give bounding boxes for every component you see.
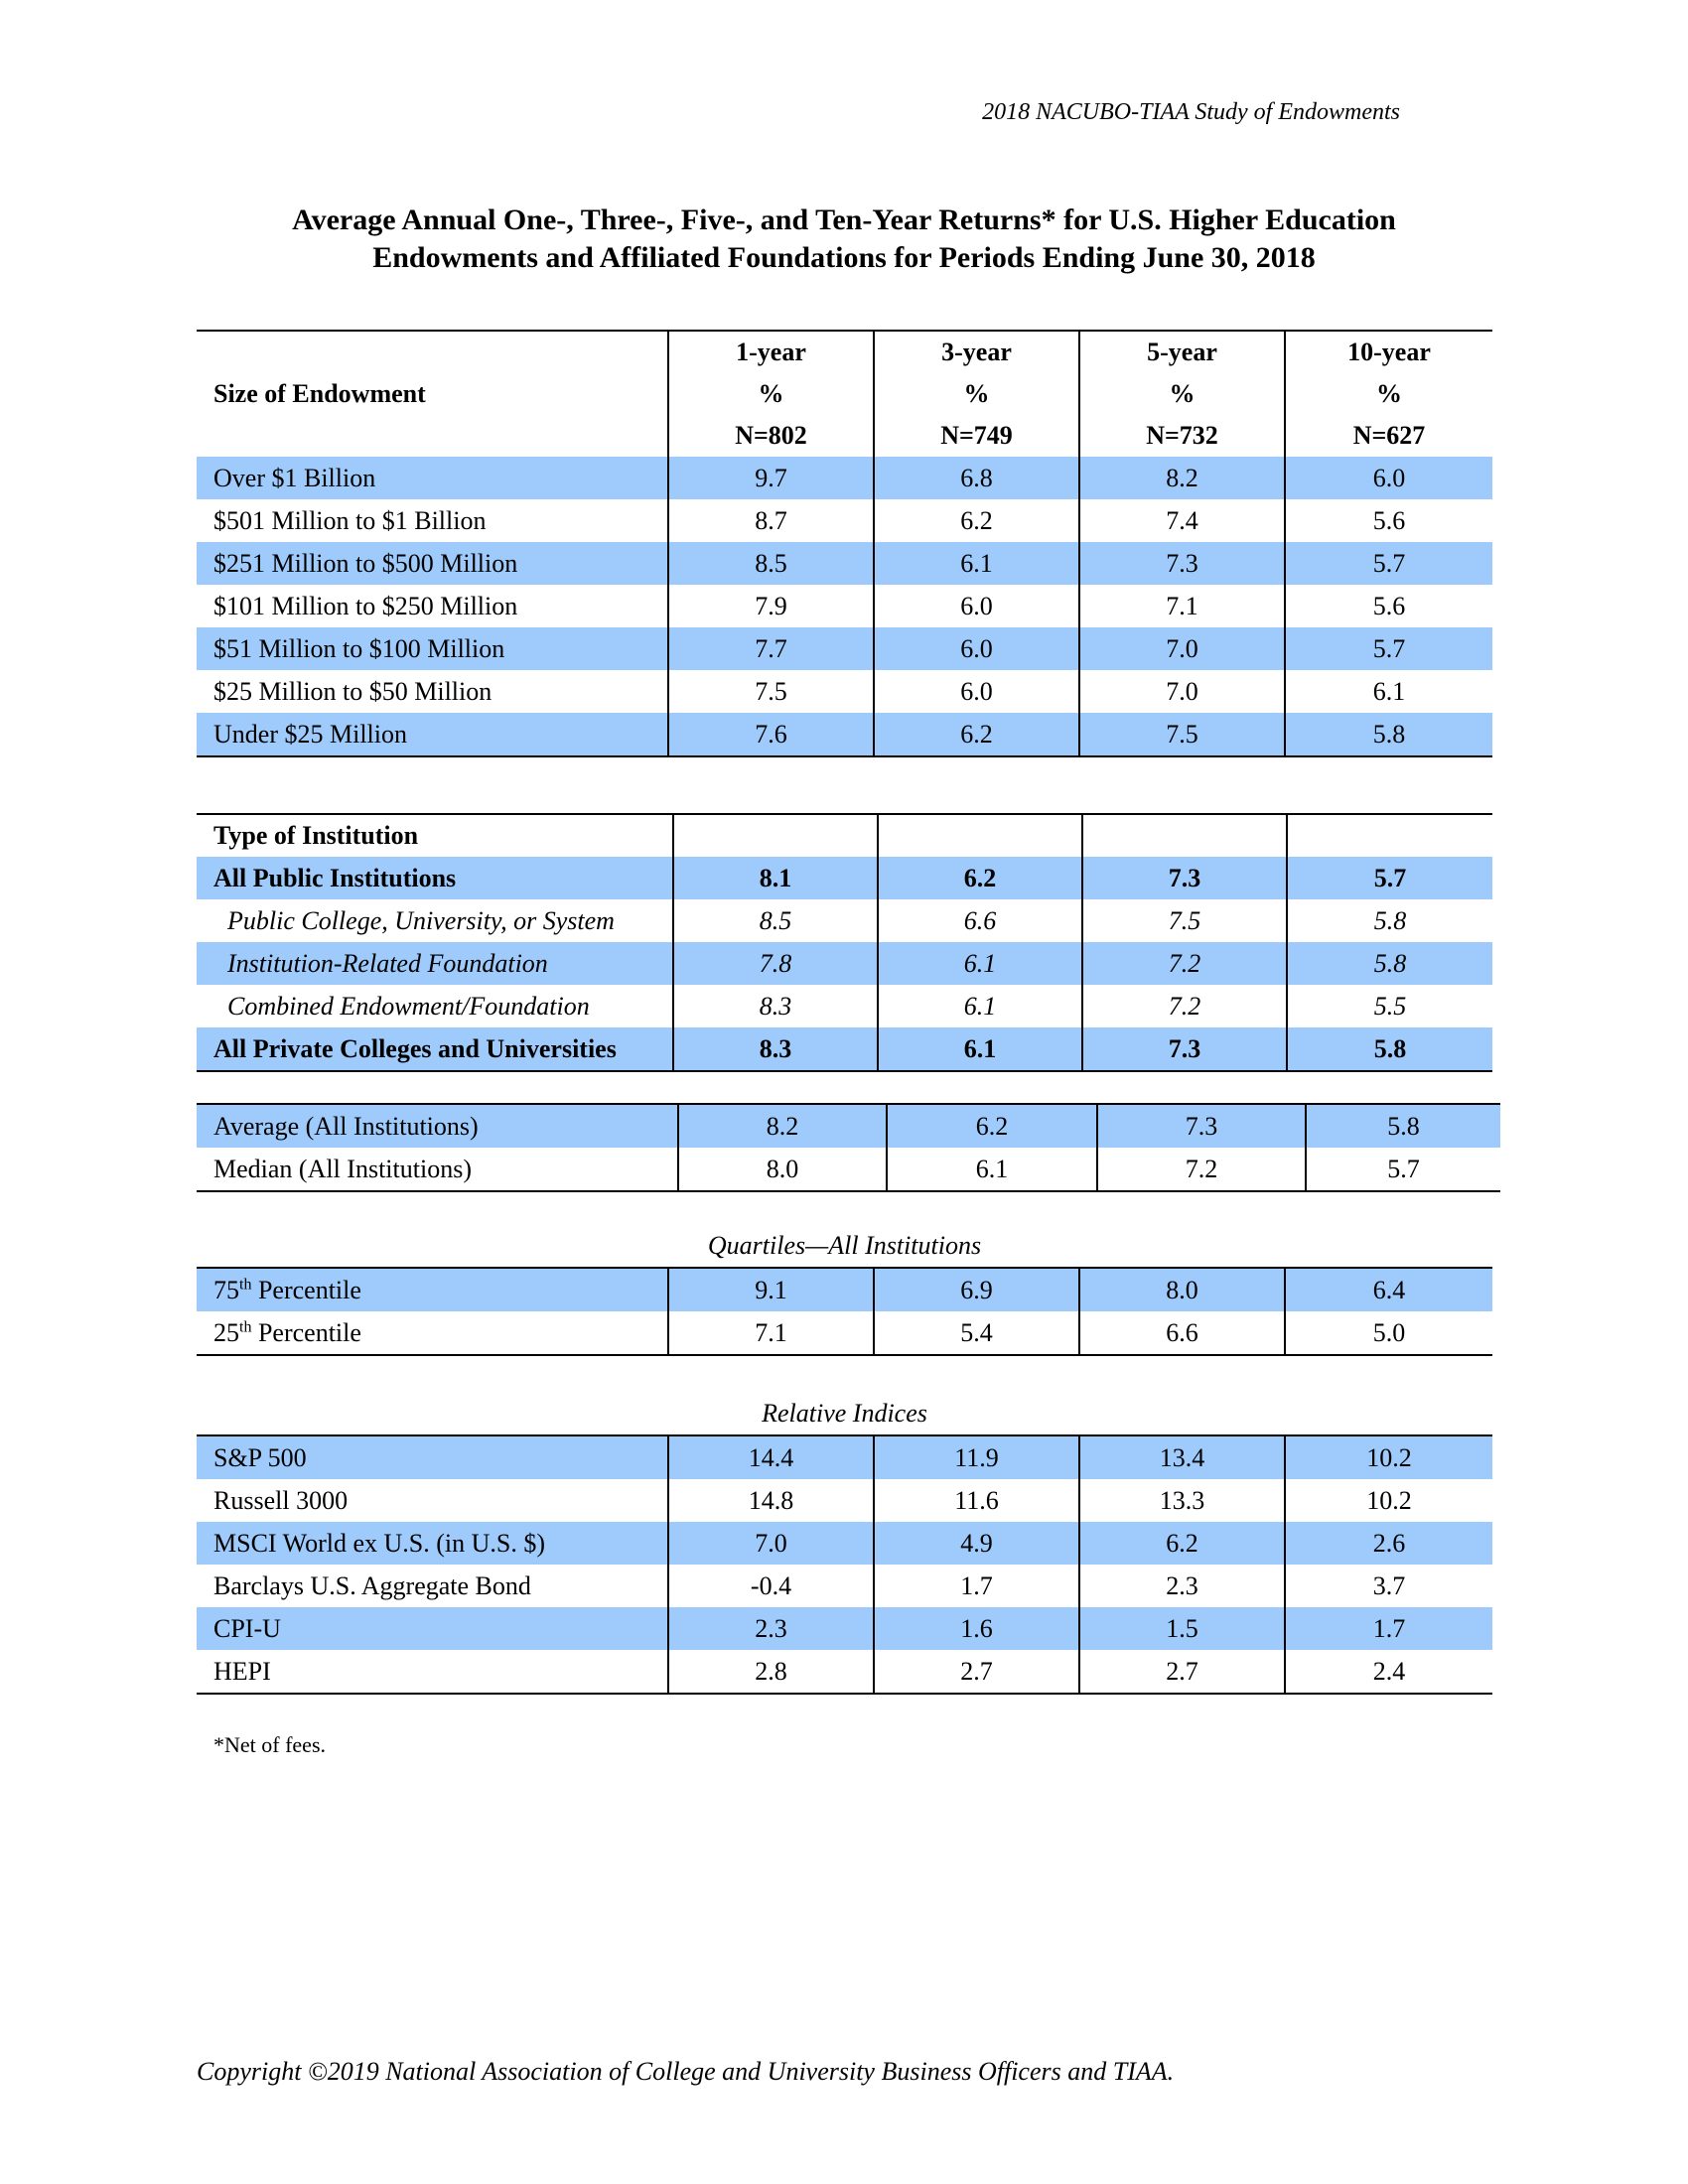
- row-label: [197, 1311, 668, 1355]
- row-label: Median (All Institutions): [213, 1154, 472, 1183]
- value-cell-1-year: 7.9: [668, 585, 874, 627]
- value-cell-1-year: 7.5: [668, 670, 874, 713]
- row-label-superscript: th: [239, 1275, 252, 1293]
- row-label: Combined Endowment/Foundation: [227, 991, 590, 1021]
- row-label: $25 Million to $50 Million: [213, 676, 492, 706]
- value-cell-10-year: 10.2: [1285, 1479, 1492, 1522]
- table-row: [197, 857, 1492, 899]
- value-cell-3-year: 2.7: [874, 1650, 1079, 1694]
- table-row: [197, 1435, 1492, 1479]
- table-row: [197, 1479, 1492, 1522]
- col-n-5-year: N=732: [1079, 415, 1285, 457]
- row-label-superscript: th: [239, 1317, 252, 1335]
- value-cell-1-year: 14.4: [668, 1435, 874, 1479]
- title-line-2: Endowments and Affiliated Foundations for Periods Ending June 30, 2018: [372, 241, 1316, 274]
- value-cell-3-year: 6.6: [878, 899, 1082, 942]
- value-cell-3-year: 6.1: [874, 542, 1079, 585]
- value-cell-3-year: 6.1: [878, 985, 1082, 1027]
- value-cell-3-year: 5.4: [874, 1311, 1079, 1355]
- value-cell-10-year: 5.0: [1285, 1311, 1492, 1355]
- row-label: Over $1 Billion: [197, 457, 668, 499]
- empty-cell: [673, 814, 878, 857]
- value-cell-10-year: 1.7: [1285, 1607, 1492, 1650]
- value-cell-5-year: 8.2: [1079, 457, 1285, 499]
- value-cell-1-year: 7.7: [668, 627, 874, 670]
- size-of-endowment-table: [197, 330, 1492, 757]
- value-cell-10-year: 5.8: [1285, 713, 1492, 756]
- value-cell-1-year: 7.6: [668, 713, 874, 756]
- value-cell-5-year: 2.7: [1079, 1650, 1285, 1694]
- value-cell-10-year: 3.7: [1285, 1565, 1492, 1607]
- value-cell-3-year: 6.1: [878, 942, 1082, 985]
- title-line-1: Average Annual One-, Three-, Five-, and Ten-Year Returns* for U.S. Higher Education: [292, 204, 1396, 236]
- value-cell-10-year: 6.4: [1285, 1268, 1492, 1311]
- value-cell-1-year: 8.3: [673, 1027, 878, 1071]
- row-label: Russell 3000: [213, 1485, 349, 1515]
- empty-cell: [878, 814, 1082, 857]
- empty-cell: [1287, 814, 1492, 857]
- row-label: Institution-Related Foundation: [197, 942, 673, 985]
- table-row: [197, 457, 1492, 499]
- table-row: [197, 713, 1492, 756]
- row-label: Public College, University, or System: [227, 905, 615, 935]
- value-cell-3-year: 6.1: [878, 1027, 1082, 1071]
- value-cell-5-year: 7.3: [1097, 1104, 1306, 1148]
- col-header-3-year: 3-year: [874, 331, 1079, 373]
- value-cell-10-year: 5.8: [1306, 1104, 1500, 1148]
- relative-indices-table: [197, 1434, 1492, 1695]
- value-cell-3-year: 1.6: [874, 1607, 1079, 1650]
- row-label: [197, 1268, 668, 1311]
- value-cell-1-year: 8.0: [678, 1148, 887, 1191]
- row-label: MSCI World ex U.S. (in U.S. $): [197, 1522, 668, 1565]
- value-cell-5-year: 6.6: [1079, 1311, 1285, 1355]
- table-row: [197, 1650, 1492, 1694]
- value-cell-3-year: 11.6: [874, 1479, 1079, 1522]
- value-cell-1-year: 8.5: [668, 542, 874, 585]
- value-cell-10-year: 5.7: [1287, 857, 1492, 899]
- running-header: 2018 NACUBO-TIAA Study of Endowments: [982, 99, 1400, 125]
- table-row: [197, 1104, 1500, 1148]
- value-cell-3-year: 11.9: [874, 1435, 1079, 1479]
- value-cell-5-year: 7.1: [1079, 585, 1285, 627]
- table-row: [197, 1311, 1492, 1355]
- value-cell-5-year: 7.3: [1082, 1027, 1287, 1071]
- value-cell-3-year: 6.8: [874, 457, 1079, 499]
- value-cell-1-year: 7.1: [668, 1311, 874, 1355]
- value-cell-10-year: 2.6: [1285, 1522, 1492, 1565]
- table-row: [197, 1607, 1492, 1650]
- value-cell-5-year: 8.0: [1079, 1268, 1285, 1311]
- row-label: S&P 500: [197, 1435, 668, 1479]
- value-cell-5-year: 7.5: [1079, 713, 1285, 756]
- row-label: All Public Institutions: [197, 857, 673, 899]
- row-label-number: 75: [213, 1275, 239, 1304]
- value-cell-10-year: 5.7: [1306, 1148, 1500, 1191]
- value-cell-10-year: 5.6: [1285, 499, 1492, 542]
- col-n-3-year: N=749: [874, 415, 1079, 457]
- value-cell-5-year: 7.3: [1082, 857, 1287, 899]
- value-cell-1-year: 8.2: [678, 1104, 887, 1148]
- value-cell-1-year: 8.7: [668, 499, 874, 542]
- type-of-institution-label: Type of Institution: [213, 821, 419, 850]
- col-n-1-year: N=802: [668, 415, 874, 457]
- copyright: Copyright ©2019 National Association of College and University Business Officers and TIAA.: [197, 2057, 1175, 2086]
- value-cell-1-year: 8.3: [673, 985, 878, 1027]
- col-header-10-year: 10-year: [1285, 331, 1492, 373]
- header-spacer: [197, 415, 668, 457]
- value-cell-3-year: 6.0: [874, 670, 1079, 713]
- value-cell-10-year: 5.6: [1285, 585, 1492, 627]
- value-cell-10-year: 5.7: [1285, 542, 1492, 585]
- value-cell-5-year: 13.3: [1079, 1479, 1285, 1522]
- row-label: $51 Million to $100 Million: [197, 627, 668, 670]
- value-cell-1-year: 2.8: [668, 1650, 874, 1694]
- value-cell-3-year: 6.2: [887, 1104, 1097, 1148]
- quartiles-table: [197, 1267, 1492, 1356]
- row-label-suffix: Percentile: [251, 1275, 361, 1304]
- value-cell-10-year: 5.8: [1287, 1027, 1492, 1071]
- col-unit-5-year: %: [1079, 373, 1285, 415]
- quartiles-caption: Quartiles—All Institutions: [707, 1231, 982, 1260]
- value-cell-10-year: 2.4: [1285, 1650, 1492, 1694]
- table-row: [197, 670, 1492, 713]
- value-cell-5-year: 7.4: [1079, 499, 1285, 542]
- col-unit-1-year: %: [668, 373, 874, 415]
- value-cell-3-year: 6.1: [887, 1148, 1097, 1191]
- table-row: [197, 1565, 1492, 1607]
- value-cell-1-year: 7.0: [668, 1522, 874, 1565]
- value-cell-3-year: 6.0: [874, 585, 1079, 627]
- value-cell-5-year: 1.5: [1079, 1607, 1285, 1650]
- value-cell-10-year: 5.8: [1287, 942, 1492, 985]
- value-cell-1-year: 9.7: [668, 457, 874, 499]
- row-label: HEPI: [213, 1656, 271, 1686]
- value-cell-5-year: 7.5: [1082, 899, 1287, 942]
- col-header-5-year: 5-year: [1079, 331, 1285, 373]
- value-cell-3-year: 6.2: [878, 857, 1082, 899]
- col-header-1-year: 1-year: [668, 331, 874, 373]
- row-label: Under $25 Million: [197, 713, 668, 756]
- footnote: *Net of fees.: [213, 1732, 327, 1757]
- value-cell-3-year: 6.9: [874, 1268, 1079, 1311]
- value-cell-10-year: 5.8: [1287, 899, 1492, 942]
- row-label: $101 Million to $250 Million: [213, 591, 518, 620]
- row-label: $501 Million to $1 Billion: [213, 505, 487, 535]
- row-label: All Private Colleges and Universities: [197, 1027, 673, 1071]
- table-row: [197, 542, 1492, 585]
- row-label-suffix: Percentile: [251, 1317, 361, 1347]
- table-title: [0, 202, 1688, 277]
- value-cell-3-year: 4.9: [874, 1522, 1079, 1565]
- value-cell-10-year: 5.7: [1285, 627, 1492, 670]
- col-unit-3-year: %: [874, 373, 1079, 415]
- value-cell-3-year: 1.7: [874, 1565, 1079, 1607]
- value-cell-10-year: 6.1: [1285, 670, 1492, 713]
- value-cell-10-year: 5.5: [1287, 985, 1492, 1027]
- value-cell-5-year: 7.2: [1082, 985, 1287, 1027]
- col-unit-10-year: %: [1285, 373, 1492, 415]
- value-cell-5-year: 13.4: [1079, 1435, 1285, 1479]
- value-cell-10-year: 6.0: [1285, 457, 1492, 499]
- row-label: Average (All Institutions): [197, 1104, 678, 1148]
- value-cell-5-year: 7.2: [1082, 942, 1287, 985]
- table-row: [197, 499, 1492, 542]
- table-row: [197, 1148, 1500, 1191]
- value-cell-5-year: 2.3: [1079, 1565, 1285, 1607]
- value-cell-10-year: 10.2: [1285, 1435, 1492, 1479]
- table-row: [197, 1268, 1492, 1311]
- value-cell-5-year: 7.0: [1079, 627, 1285, 670]
- table-row: [197, 899, 1492, 942]
- empty-cell: [1082, 814, 1287, 857]
- row-label-number: 25: [213, 1317, 239, 1347]
- value-cell-1-year: 2.3: [668, 1607, 874, 1650]
- value-cell-5-year: 7.3: [1079, 542, 1285, 585]
- row-label: CPI-U: [197, 1607, 668, 1650]
- value-cell-1-year: 9.1: [668, 1268, 874, 1311]
- col-n-10-year: N=627: [1285, 415, 1492, 457]
- row-label: $251 Million to $500 Million: [197, 542, 668, 585]
- value-cell-3-year: 6.2: [874, 713, 1079, 756]
- value-cell-5-year: 7.2: [1097, 1148, 1306, 1191]
- table-row: [197, 1522, 1492, 1565]
- table-row: [197, 1027, 1492, 1071]
- relative-indices-caption: Relative Indices: [762, 1399, 927, 1428]
- value-cell-3-year: 6.0: [874, 627, 1079, 670]
- row-label: Barclays U.S. Aggregate Bond: [213, 1570, 531, 1600]
- table-row: [197, 985, 1492, 1027]
- value-cell-5-year: 6.2: [1079, 1522, 1285, 1565]
- size-of-endowment-label: Size of Endowment: [213, 379, 426, 408]
- header-spacer: [197, 331, 668, 373]
- type-of-institution-table: [197, 813, 1492, 1072]
- value-cell-1-year: 8.1: [673, 857, 878, 899]
- value-cell-1-year: 7.8: [673, 942, 878, 985]
- summary-table: [197, 1103, 1500, 1192]
- value-cell-1-year: 8.5: [673, 899, 878, 942]
- table-row: [197, 942, 1492, 985]
- value-cell-3-year: 6.2: [874, 499, 1079, 542]
- value-cell-1-year: 14.8: [668, 1479, 874, 1522]
- value-cell-5-year: 7.0: [1079, 670, 1285, 713]
- table-row: [197, 627, 1492, 670]
- table-row: [197, 585, 1492, 627]
- value-cell-1-year: -0.4: [668, 1565, 874, 1607]
